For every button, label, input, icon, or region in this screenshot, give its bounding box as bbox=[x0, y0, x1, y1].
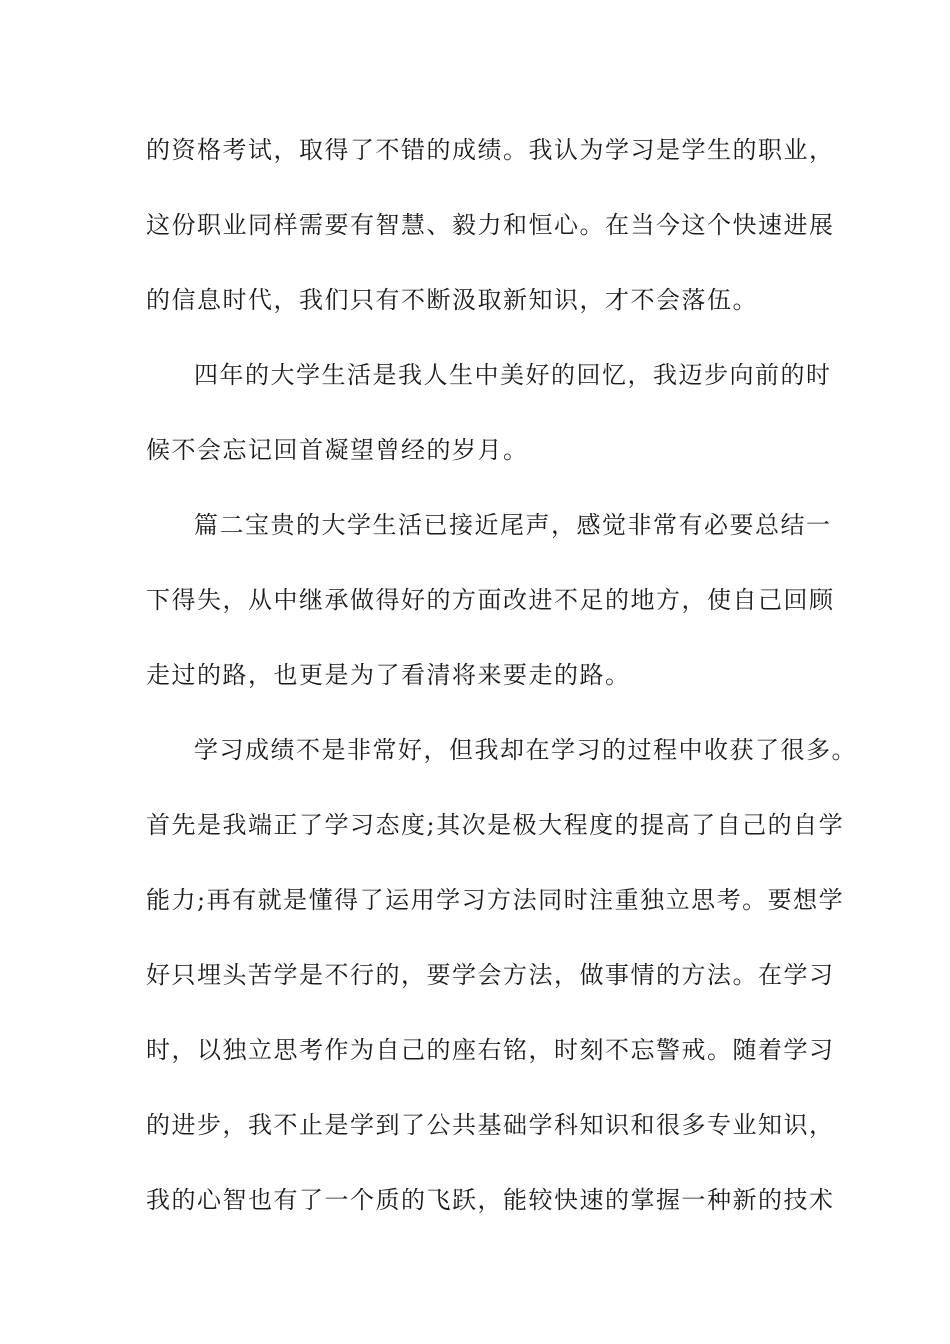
text-line: 这份职业同样需要有智慧、毅力和恒心。在当今这个快速进展 bbox=[146, 211, 835, 239]
text-line: 能力;再有就是懂得了运用学习方法同时注重独立思考。要想学 bbox=[146, 886, 845, 914]
text-line: 首先是我端正了学习态度;其次是极大程度的提高了自己的自学 bbox=[146, 811, 845, 839]
paragraph-start-line: 篇二宝贵的大学生活已接近尾声，感觉非常有必要总结一 bbox=[194, 511, 832, 539]
paragraph-start-line: 四年的大学生活是我人生中美好的回忆，我迈步向前的时 bbox=[194, 361, 832, 389]
text-line: 好只埋头苦学是不行的，要学会方法，做事情的方法。在学习 bbox=[146, 961, 835, 989]
text-line: 的信息时代，我们只有不断汲取新知识，才不会落伍。 bbox=[146, 286, 758, 314]
text-line: 候不会忘记回首凝望曾经的岁月。 bbox=[146, 436, 529, 464]
text-line: 我的心智也有了一个质的飞跃，能较快速的掌握一种新的技术 bbox=[146, 1186, 835, 1214]
text-line: 走过的路，也更是为了看清将来要走的路。 bbox=[146, 661, 631, 689]
text-line: 下得失，从中继承做得好的方面改进不足的地方，使自己回顾 bbox=[146, 586, 835, 614]
paragraph-start-line: 学习成绩不是非常好，但我却在学习的过程中收获了很多。 bbox=[194, 736, 857, 764]
text-line: 时，以独立思考作为自己的座右铭，时刻不忘警戒。随着学习 bbox=[146, 1036, 835, 1064]
text-line: 的资格考试，取得了不错的成绩。我认为学习是学生的职业， bbox=[146, 136, 835, 164]
text-line: 的进步，我不止是学到了公共基础学科知识和很多专业知识， bbox=[146, 1111, 835, 1139]
